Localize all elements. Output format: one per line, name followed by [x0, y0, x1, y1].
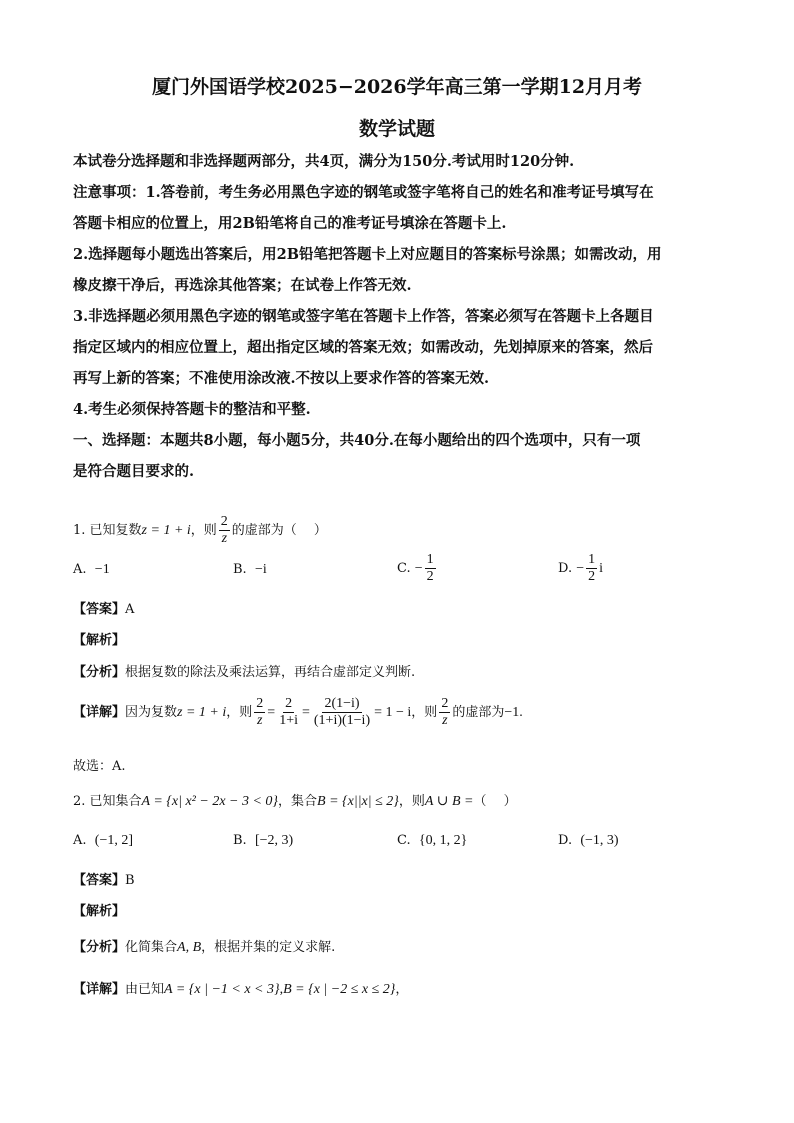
- q2-fenxi: 【分析】化简集合A, B，根据并集的定义求解.: [73, 940, 336, 955]
- instruction-line: 3.非选择题必须用黑色字迹的钢笔或签字笔在答题卡上作答，答案必须写在答题卡上各题目: [73, 308, 654, 325]
- instructions-block: [73, 146, 723, 487]
- q2-option-b: B. [−2, 3): [233, 833, 294, 848]
- fraction: $\frac{2(1-i)}{(1+i)(1-i)}$: [313, 696, 371, 728]
- instruction-line: 答题卡相应的位置上，用2B铅笔将自己的准考证号填涂在答题卡上.: [73, 215, 507, 232]
- q2-xiangjie: 【详解】由已知A = {x | −1 < x < 3},B = {x | −2 ≤ x ≤ 2}，: [73, 982, 409, 997]
- instruction-line: 注意事项：1.答卷前，考生务必用黑色字迹的钢笔或签字笔将自己的姓名和准考证号填写在: [73, 184, 654, 201]
- q1-option-c: C. − $\frac{1}{2}$: [397, 552, 434, 584]
- instruction-line: 再写上新的答案；不准使用涂改液.不按以上要求作答的答案无效.: [73, 370, 490, 387]
- q1-answer: 【答案】A: [73, 602, 135, 617]
- instruction-line: 4.考生必须保持答题卡的整洁和平整.: [73, 401, 311, 418]
- exam-title: 厦门外国语学校2025−2026学年高三第一学期12月月考: [151, 76, 643, 98]
- instruction-line: 指定区域内的相应位置上，超出指定区域的答案无效；如需改动，先划掉原来的答案，然后: [73, 339, 653, 356]
- fraction: $\frac{1}{2}$: [588, 552, 596, 584]
- section-heading-line: 一、选择题：本题共8小题，每小题5分，共40分.在每小题给出的四个选项中，只有一项: [73, 432, 641, 449]
- section-heading-line: 是符合题目要求的.: [73, 463, 195, 480]
- q2-option-d: D. (−1, 3): [558, 833, 619, 848]
- q1-choose: 故选：A.: [73, 759, 126, 774]
- instruction-line: 橡皮擦干净后，再选涂其他答案；在试卷上作答无效.: [73, 277, 412, 294]
- fraction: $\frac{2}{z}$: [441, 696, 449, 728]
- q1-fenxi: 【分析】根据复数的除法及乘法运算，再结合虚部定义判断.: [73, 665, 416, 680]
- q1-xiangjie: 【详解】因为复数z = 1 + i，则 $\frac{2}{z}$ = $\frac{2}{1+i}$ = $\frac{2(1-i)}{(1+i)(1-i)}$ = 1 − i，则 $\frac{2}{z}$ 的虚部为−1.: [73, 696, 523, 728]
- fraction: $\frac{2}{z}$: [220, 514, 228, 546]
- question-2-stem: 2. 已知集合A = {x| x² − 2x − 3 < 0}，集合B = {x||x| ≤ 2}，则A ∪ B =（ ）: [73, 794, 517, 809]
- q2-analysis-label: 【解析】: [73, 904, 126, 919]
- q1-option-a: A. −1: [73, 562, 110, 577]
- exam-subtitle: 数学试题: [358, 118, 435, 140]
- q1-option-d: D. − $\frac{1}{2}$ i: [558, 552, 604, 584]
- q2-option-c: C. {0, 1, 2}: [397, 833, 468, 848]
- q2-option-a: A. (−1, 2]: [73, 833, 134, 848]
- fraction: $\frac{2}{1+i}$: [279, 696, 298, 728]
- q1-analysis-label: 【解析】: [73, 633, 126, 648]
- q2-answer: 【答案】B: [73, 873, 135, 888]
- fraction: $\frac{2}{z}$: [256, 696, 264, 728]
- q1-option-b: B. −i: [233, 562, 267, 577]
- instruction-line: 2.选择题每小题选出答案后，用2B铅笔把答题卡上对应题目的答案标号涂黑；如需改动，用: [73, 246, 662, 263]
- math-expression: z = 1 + i: [141, 523, 191, 538]
- fraction: $\frac{1}{2}$: [426, 552, 434, 584]
- instruction-line: 本试卷分选择题和非选择题两部分，共4页，满分为150分.考试用时120分钟.: [73, 153, 575, 170]
- question-1-stem: 1. 已知复数z = 1 + i，则 $\frac{2}{z}$ 的虚部为（ ）: [73, 514, 327, 546]
